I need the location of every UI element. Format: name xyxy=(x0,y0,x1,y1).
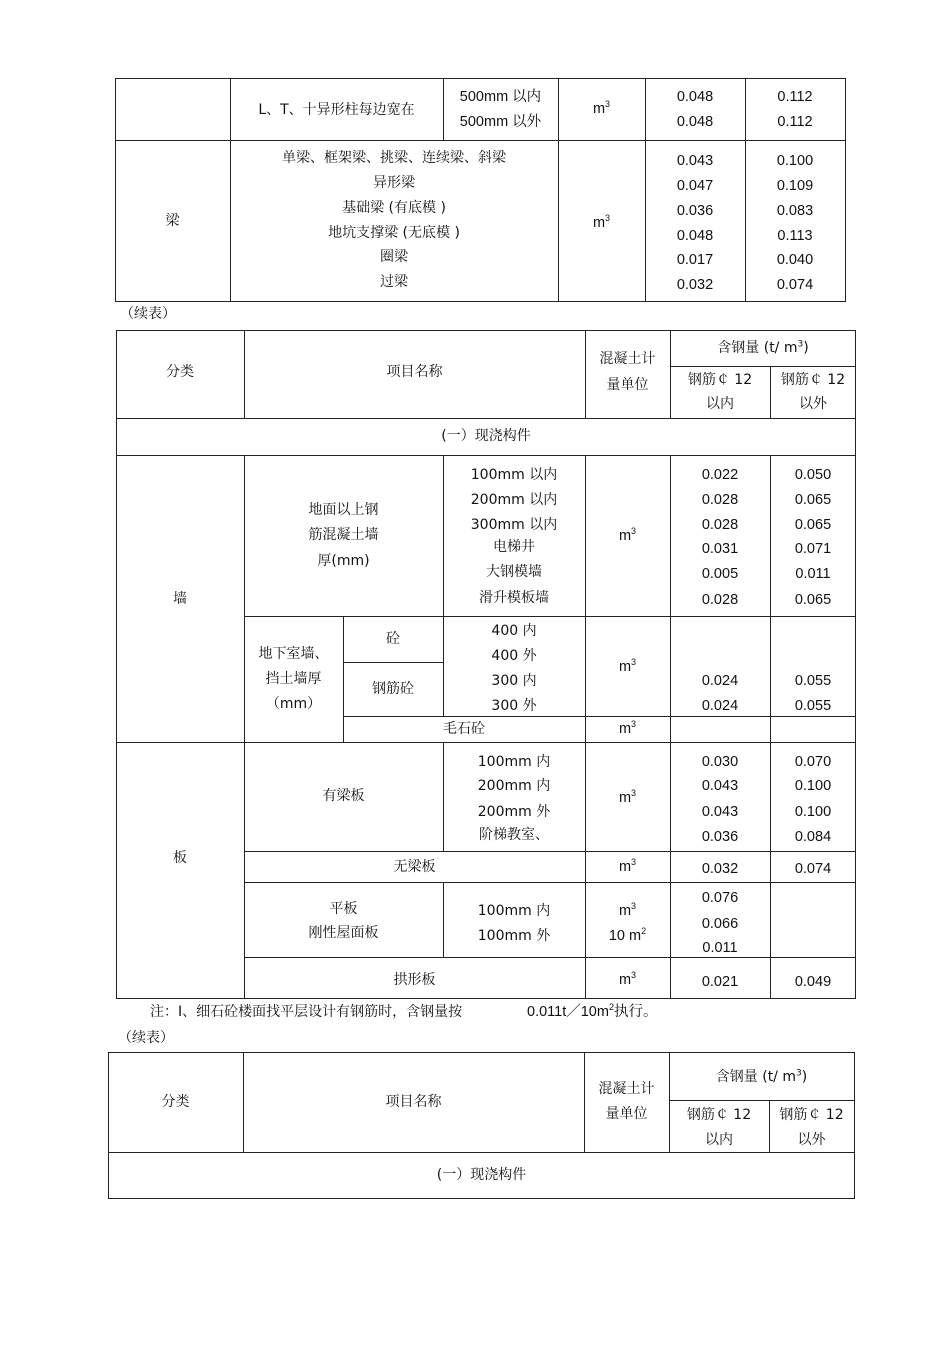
unit: $m^3$ xyxy=(592,99,611,117)
unit: $m^3$ xyxy=(618,719,637,737)
continued-label: （续表） xyxy=(120,306,176,322)
spec: 100mm 内 xyxy=(477,903,551,919)
value-a: 0.066 xyxy=(701,916,739,932)
unit: 10 $m^2$ xyxy=(608,926,647,944)
value-a: 0.011 xyxy=(702,940,738,956)
item-name: 基础梁 (有底模 ) xyxy=(342,200,446,216)
section-title: (一）现浇构件 xyxy=(441,428,531,444)
value-a: 0.043 xyxy=(701,804,739,820)
value-a: 0.028 xyxy=(701,517,739,533)
value-a: 0.032 xyxy=(676,277,714,293)
spec: 100mm 以内 xyxy=(470,467,558,483)
header-unit: 混凝土计 xyxy=(599,351,656,367)
spec: 200mm 外 xyxy=(477,804,551,820)
category-beam: 梁 xyxy=(165,213,180,229)
value-a: 0.005 xyxy=(701,566,739,582)
value-a: 0.022 xyxy=(701,467,739,483)
value-a: 0.043 xyxy=(676,153,714,169)
value-a: 0.028 xyxy=(701,492,739,508)
header-category: 分类 xyxy=(166,364,194,380)
spec: 100mm 内 xyxy=(477,754,551,770)
header-col-b: 钢筋￠ 12 xyxy=(780,372,846,388)
value-a: 0.076 xyxy=(701,890,739,906)
item-sub: 砼 xyxy=(386,631,400,647)
value-b: 0.074 xyxy=(776,277,814,293)
value-b: 0.113 xyxy=(777,228,813,244)
unit: $m^3$ xyxy=(618,857,637,875)
spec: 电梯井 xyxy=(493,539,535,555)
item-name: 地下室墙、 xyxy=(258,646,329,662)
unit: $m^3$ xyxy=(618,970,637,988)
item-name: 异形梁 xyxy=(373,175,415,191)
value-b: 0.050 xyxy=(794,467,832,483)
value-a: 0.036 xyxy=(676,203,714,219)
value-a: 0.024 xyxy=(701,698,739,714)
item-name: 过梁 xyxy=(380,274,408,290)
header-col-a: 钢筋￠ 12 xyxy=(687,372,753,388)
item-name: 厚(mm) xyxy=(317,553,370,569)
value-b: 0.071 xyxy=(794,541,832,557)
value-b: 0.100 xyxy=(794,778,832,794)
value-b: 0.055 xyxy=(794,673,832,689)
value-a: 0.047 xyxy=(676,178,714,194)
spec: 400 内 xyxy=(491,623,537,639)
spec: 500mm 以内 xyxy=(459,89,542,105)
value-b: 0.011 xyxy=(795,566,831,582)
value-b: 0.049 xyxy=(794,974,832,990)
header-category: 分类 xyxy=(161,1094,190,1110)
value-a: 0.030 xyxy=(701,754,739,770)
value-b: 0.040 xyxy=(776,252,814,268)
item-name: 毛石砼 xyxy=(443,721,485,737)
spec: 滑升模板墙 xyxy=(479,590,549,606)
header-col-a: 以内 xyxy=(706,396,734,412)
item-name: （mm） xyxy=(265,696,322,712)
section-title: (一）现浇构件 xyxy=(436,1167,527,1183)
spec: 大钢模墙 xyxy=(486,564,542,580)
spec: 阶梯教室、 xyxy=(479,827,549,843)
value-b: 0.112 xyxy=(777,114,813,130)
unit: $m^3$ xyxy=(618,657,637,675)
value-b: 0.074 xyxy=(794,861,832,877)
item-name: 有梁板 xyxy=(322,788,365,804)
header-col-b: 以外 xyxy=(797,1132,826,1148)
item-name: 平板 xyxy=(329,901,358,917)
category-slab: 板 xyxy=(173,850,187,866)
item-name: 地面以上钢 xyxy=(308,502,379,518)
value-b: 0.100 xyxy=(776,153,814,169)
header-col-b: 钢筋￠ 12 xyxy=(779,1107,844,1123)
unit: $m^3$ xyxy=(618,526,637,544)
unit: $m^3$ xyxy=(592,213,611,231)
spec: 200mm 内 xyxy=(477,778,551,794)
value-b: 0.083 xyxy=(776,203,814,219)
unit: $m^3$ xyxy=(618,901,637,919)
value-b: 0.112 xyxy=(777,89,813,105)
value-b: 0.055 xyxy=(794,698,832,714)
value-a: 0.032 xyxy=(701,861,739,877)
value-b: 0.084 xyxy=(794,829,832,845)
item-name: 挡土墙厚 xyxy=(265,671,322,687)
value-a: 0.048 xyxy=(676,89,714,105)
column-name: L、T、十异形柱每边宽在 xyxy=(258,102,415,118)
item-name: 刚性屋面板 xyxy=(308,925,379,941)
value-a: 0.031 xyxy=(701,541,739,557)
value-b: 0.065 xyxy=(794,592,832,608)
spec: 100mm 外 xyxy=(477,928,551,944)
header-item-name: 项目名称 xyxy=(385,1094,442,1110)
value-a: 0.043 xyxy=(701,778,739,794)
header-col-b: 以外 xyxy=(799,396,827,412)
item-name: 无梁板 xyxy=(393,859,436,875)
header-unit: 量单位 xyxy=(606,377,649,393)
value-a: 0.017 xyxy=(676,252,714,268)
header-steel: 含钢量 (t/ $m^3$) xyxy=(717,339,809,356)
value-a: 0.024 xyxy=(701,673,739,689)
spec: 500mm 以外 xyxy=(459,114,542,130)
value-b: 0.065 xyxy=(794,517,832,533)
item-name: 拱形板 xyxy=(393,972,436,988)
note-text: 注：Ⅰ、细石砼楼面找平层设计有钢筋时，含钢量按 xyxy=(150,1004,463,1020)
value-a: 0.048 xyxy=(676,114,714,130)
value-a: 0.048 xyxy=(676,228,714,244)
header-steel: 含钢量 (t/ $m^3$) xyxy=(715,1068,808,1085)
header-col-a: 以内 xyxy=(705,1132,733,1148)
item-name: 地坑支撑梁 (无底模 ) xyxy=(328,225,460,241)
value-b: 0.070 xyxy=(794,754,832,770)
note-value: $0.011t/10m^2$执行。 xyxy=(527,1002,658,1020)
value-b: 0.065 xyxy=(794,492,832,508)
spec: 400 外 xyxy=(491,648,537,664)
value-a: 0.036 xyxy=(701,829,739,845)
spec: 300 内 xyxy=(491,673,537,689)
item-name: 圈梁 xyxy=(380,249,408,265)
header-unit: 混凝土计 xyxy=(598,1081,655,1097)
value-a: 0.028 xyxy=(701,592,739,608)
continued-label: （续表） xyxy=(118,1030,174,1046)
item-name: 单梁、框架梁、挑梁、连续梁、斜梁 xyxy=(282,150,506,166)
header-item-name: 项目名称 xyxy=(386,364,443,380)
item-sub: 钢筋砼 xyxy=(372,681,414,697)
value-b: 0.100 xyxy=(794,804,832,820)
category-wall: 墙 xyxy=(173,591,187,607)
value-a: 0.021 xyxy=(701,974,739,990)
header-col-a: 钢筋￠ 12 xyxy=(686,1107,752,1123)
unit: $m^3$ xyxy=(618,788,637,806)
spec: 300 外 xyxy=(491,698,537,714)
header-unit: 量单位 xyxy=(605,1106,648,1122)
value-b: 0.109 xyxy=(776,178,814,194)
item-name: 筋混凝土墙 xyxy=(308,527,379,543)
spec: 300mm 以内 xyxy=(470,517,558,533)
spec: 200mm 以内 xyxy=(470,492,558,508)
